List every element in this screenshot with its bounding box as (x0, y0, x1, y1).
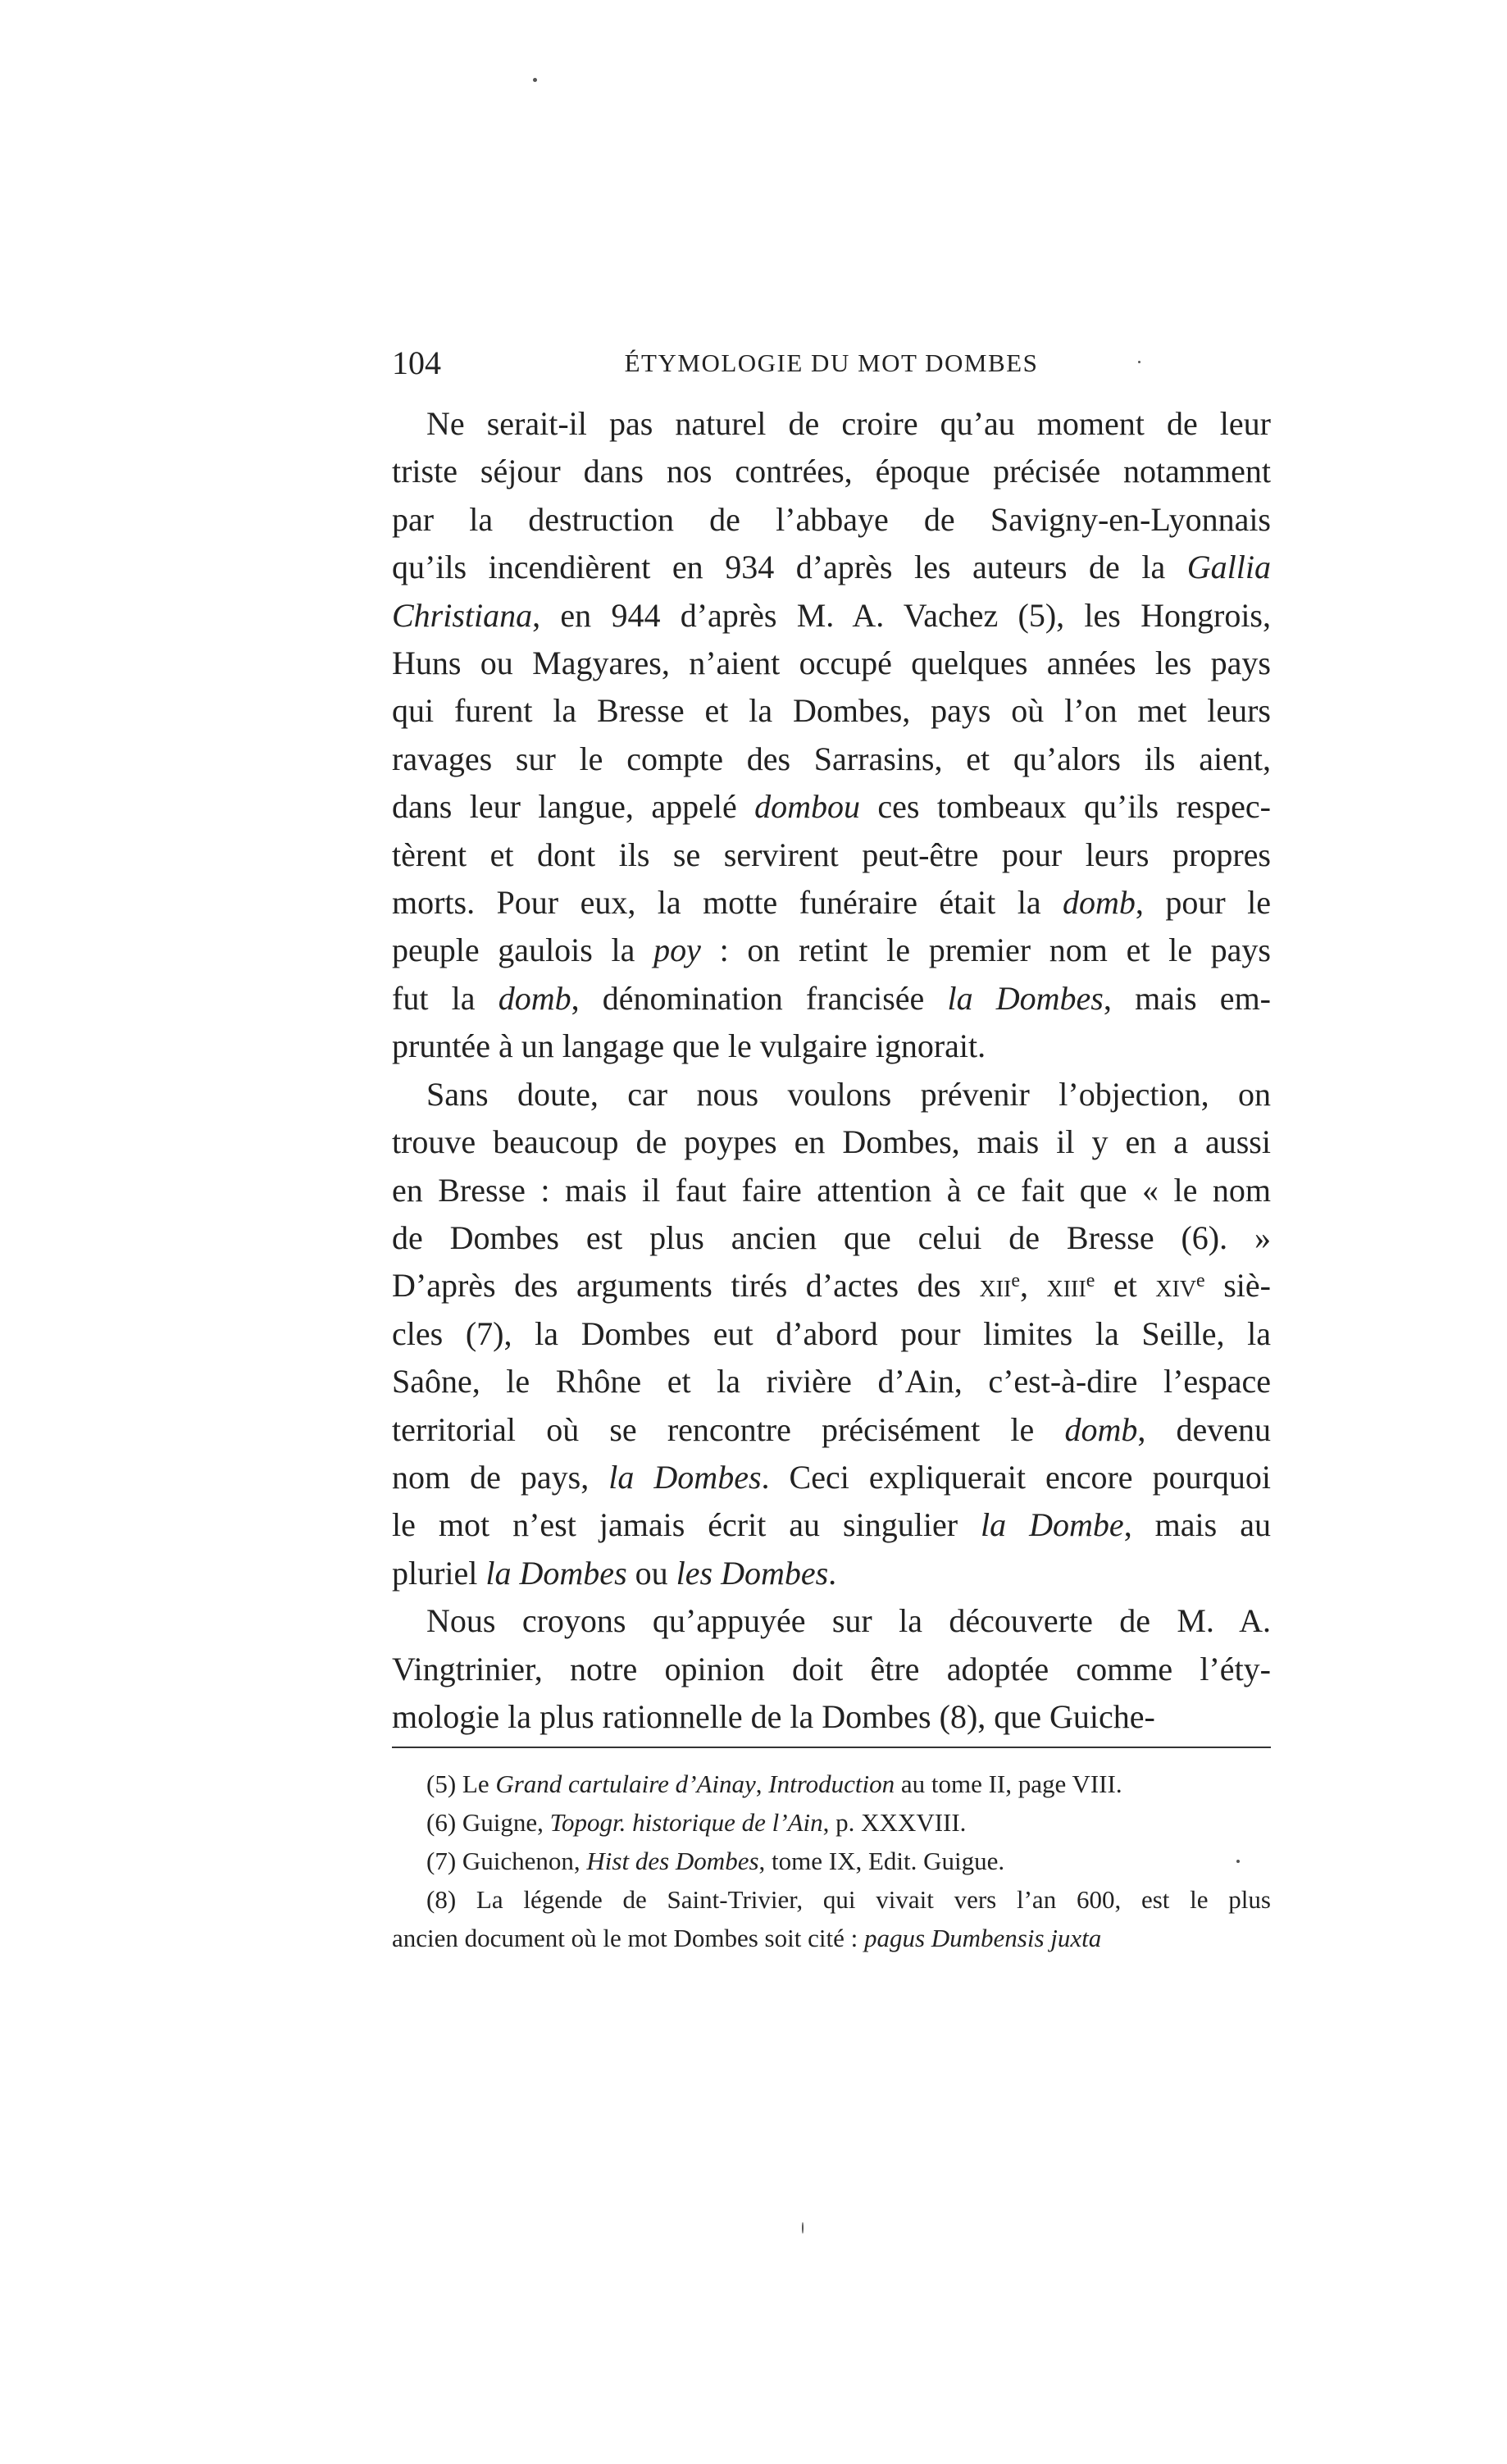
text-run: tèrent et dont ils se servirent peut-être pour leurs propres (392, 836, 1271, 873)
text-line (392, 1071, 1271, 1118)
text-line (392, 1358, 1271, 1405)
text-line (392, 544, 1271, 591)
text-line (392, 1765, 1271, 1803)
text-line (392, 1167, 1271, 1214)
italic-text: Introduction (768, 1769, 895, 1798)
text-line (392, 592, 1271, 640)
text-run: Nous croyons qu’appuyée sur la découverte de M. A. (426, 1602, 1271, 1640)
text-line (392, 1693, 1271, 1741)
italic-text: la Dombes (485, 1554, 627, 1592)
small-caps-numeral: xii (979, 1267, 1012, 1305)
text-run: Sans doute, car nous voulons prévenir l’objection, on (426, 1075, 1271, 1113)
text-line (392, 1646, 1271, 1693)
text-run: , pour le (1135, 884, 1272, 922)
small-caps-numeral: xiv (1155, 1267, 1197, 1305)
text-run: , en 944 d’après M. A. Vachez (5), les Hongrois, (532, 596, 1271, 634)
page-number: 104 (392, 344, 441, 381)
text-line (392, 1501, 1271, 1549)
italic-text: les Dombes (676, 1554, 829, 1592)
text-run: , dénomination francisée (571, 979, 948, 1017)
text-run: de Dombes est plus ancien que celui de Bresse (6). » (392, 1218, 1271, 1256)
text-line (392, 1597, 1271, 1645)
text-run: fut la (392, 979, 499, 1017)
text-run: ancien document où le mot Dombes soit cité : (392, 1924, 864, 1952)
text-line (392, 1262, 1271, 1309)
text-run: Huns ou Magyares, n’aient occupé quelques années les pays (392, 644, 1271, 682)
text-line (392, 1842, 1271, 1880)
italic-text: Grand cartulaire d’Ainay (495, 1769, 756, 1798)
text-run: trouve beaucoup de poypes en Dombes, mais il y en a aussi (392, 1123, 1271, 1161)
text-run: . Ceci expliquerait encore pourquoi (761, 1458, 1271, 1496)
italic-text: Hist des Dombes (586, 1847, 759, 1875)
text-run: ravages sur le compte des Sarrasins, et qu’alors ils aient, (392, 740, 1271, 777)
text-run: morts. Pour eux, la motte funéraire était la (392, 884, 1063, 922)
text-run: et (1095, 1267, 1156, 1305)
text-line (392, 879, 1271, 927)
scan-speck (533, 78, 537, 82)
text-run: siè- (1204, 1267, 1271, 1305)
text-line (392, 1118, 1271, 1166)
superscript: e (1011, 1270, 1020, 1292)
text-line (392, 496, 1271, 544)
text-run: dans leur langue, appelé (392, 788, 755, 826)
text-line (392, 783, 1271, 831)
text-line (392, 1454, 1271, 1501)
text-line (392, 831, 1271, 879)
text-run: . (828, 1554, 837, 1592)
text-run: (6) Guigne, (426, 1808, 550, 1837)
text-run: par la destruction de l’abbaye de Savigny-en-Lyonnais (392, 500, 1271, 538)
paragraph (392, 1071, 1271, 1597)
text-line (392, 736, 1271, 783)
text-run: en Bresse : mais il faut faire attention à ce fait que « le nom (392, 1171, 1271, 1209)
italic-text: la Dombe (981, 1506, 1124, 1544)
italic-text: la Dombes (947, 979, 1104, 1017)
text-line (392, 640, 1271, 687)
text-run: (5) Le (426, 1769, 496, 1798)
text-run: (8) La légende de Saint-Trivier, qui vivait vers l’an 600, est le plus (426, 1885, 1271, 1914)
italic-text: Gallia (1186, 549, 1271, 586)
text-line (392, 1803, 1271, 1842)
text-line (392, 1880, 1271, 1919)
footnote-separator (392, 1747, 1271, 1748)
text-line (392, 1022, 1271, 1070)
text-run: qu’ils incendièrent en 934 d’après les auteurs de la (392, 549, 1187, 586)
footnotes (392, 1765, 1271, 1957)
italic-text: domb (1064, 1410, 1138, 1448)
text-line (392, 1919, 1271, 1957)
footnote (392, 1803, 1271, 1842)
text-line (392, 927, 1271, 974)
superscript: e (1086, 1270, 1095, 1292)
text-run: , (755, 1769, 769, 1798)
text-run: D’après des arguments tirés d’actes des (392, 1267, 980, 1305)
scan-speck (1138, 361, 1140, 363)
text-run: mologie la plus rationnelle de la Dombes (8), que Guiche- (392, 1697, 1155, 1735)
footnote (392, 1765, 1271, 1803)
text-run: (7) Guichenon, (426, 1847, 587, 1875)
paragraph (392, 400, 1271, 1071)
text-run: , devenu (1137, 1410, 1271, 1448)
italic-text: Topogr. historique de l’Ain (549, 1808, 823, 1837)
text-run: Vingtrinier, notre opinion doit être adoptée comme l’éty- (392, 1650, 1271, 1687)
text-run: nom de pays, (392, 1458, 609, 1496)
text-run: peuple gaulois la (392, 931, 654, 969)
superscript: e (1196, 1270, 1205, 1292)
italic-text: domb (498, 979, 571, 1017)
italic-text: poy (653, 931, 701, 969)
text-run: , p. XXXVIII. (822, 1808, 967, 1837)
text-run: , tome IX, Edit. Guigue. (758, 1847, 1005, 1875)
text-run: pluriel (392, 1554, 486, 1592)
text-run: pruntée à un langage que le vulgaire ignorait. (392, 1027, 986, 1065)
italic-text: la Dombes (608, 1458, 762, 1496)
italic-text: dombou (754, 788, 860, 826)
running-title: ÉTYMOLOGIE DU MOT DOMBES (624, 348, 1039, 377)
scan-speck (1236, 1860, 1240, 1863)
text-run: territorial où se rencontre précisément le (392, 1410, 1065, 1448)
footnote (392, 1880, 1271, 1957)
italic-text: pagus Dumbensis juxta (863, 1924, 1102, 1952)
text-run: cles (7), la Dombes eut d’abord pour limites la Seille, la (392, 1314, 1271, 1352)
footnote (392, 1842, 1271, 1880)
text-line (392, 687, 1271, 735)
italic-text: Christiana (392, 596, 533, 634)
text-run: ces tombeaux qu’ils respec- (860, 788, 1271, 826)
text-run: au tome II, page VIII. (895, 1769, 1122, 1798)
text-run: , mais au (1123, 1506, 1271, 1544)
text-line (392, 400, 1271, 448)
text-run: le mot n’est jamais écrit au singulier (392, 1506, 981, 1544)
body-text (392, 400, 1271, 1741)
text-line (392, 1214, 1271, 1262)
paragraph (392, 1597, 1271, 1741)
text-run: ou (626, 1554, 676, 1592)
text-line (392, 975, 1271, 1022)
text-run: triste séjour dans nos contrées, époque précisée notamment (392, 453, 1271, 490)
text-run: : on retint le premier nom et le pays (700, 931, 1271, 969)
italic-text: domb (1063, 884, 1136, 922)
text-run: Ne serait-il pas naturel de croire qu’au moment de leur (426, 405, 1271, 442)
small-caps-numeral: xiii (1046, 1267, 1086, 1305)
text-line (392, 448, 1271, 495)
text-line (392, 1550, 1271, 1597)
text-line (392, 1310, 1271, 1358)
text-run: , mais em- (1103, 979, 1271, 1017)
scan-speck (802, 2222, 804, 2234)
text-line (392, 1406, 1271, 1454)
text-run: Saône, le Rhône et la rivière d’Ain, c’est-à-dire l’espace (392, 1363, 1271, 1401)
page-header (392, 343, 1271, 384)
text-run: qui furent la Bresse et la Dombes, pays où l’on met leurs (392, 692, 1271, 730)
text-run: , (1019, 1267, 1047, 1305)
